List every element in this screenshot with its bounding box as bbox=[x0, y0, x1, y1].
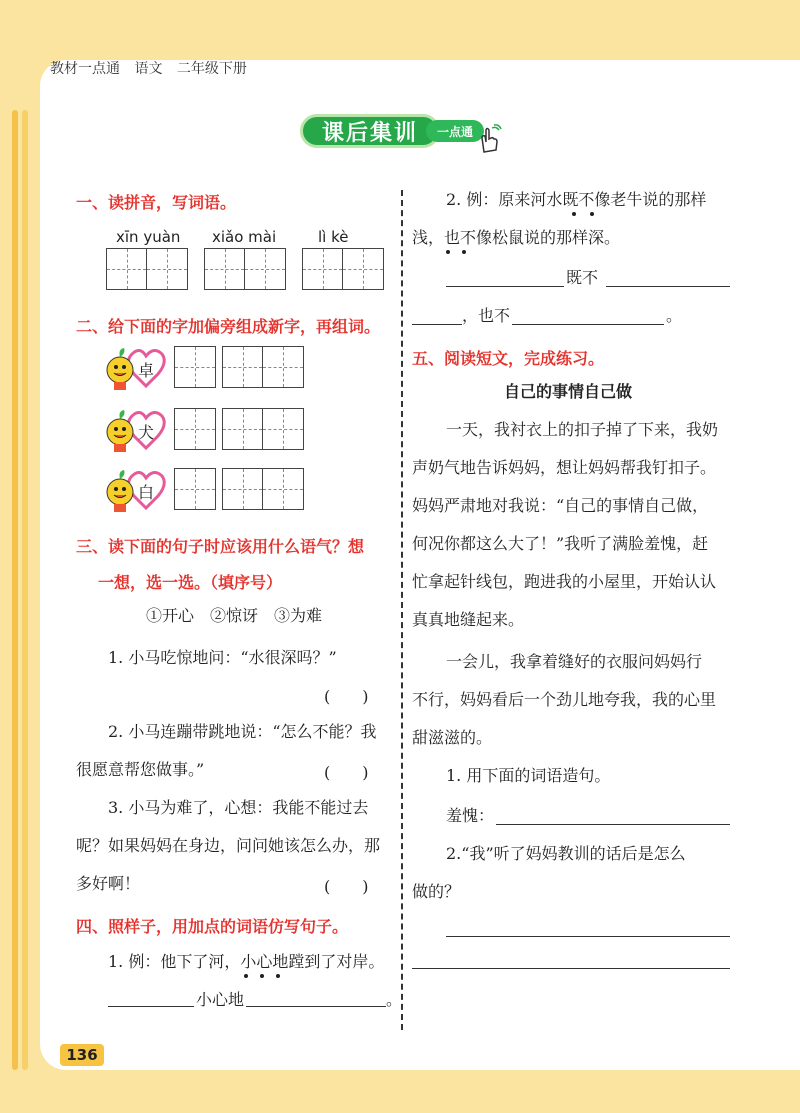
example-sentence: 浅，也不像松鼠说的那样深。 bbox=[412, 228, 621, 247]
fill-word: 羞愧： bbox=[446, 806, 495, 825]
story-line: 何况你都这么大了！”我听了满脸羞愧，赶 bbox=[412, 534, 709, 553]
title-main: 课后集训 bbox=[300, 114, 440, 148]
story-line: 一天，我衬衣上的扣子掉了下来，我奶 bbox=[446, 420, 719, 439]
pinyin-3: lì kè bbox=[318, 228, 349, 246]
answer-paren[interactable]: ( ) bbox=[324, 763, 369, 782]
answer-line[interactable] bbox=[496, 824, 730, 825]
question-text: 呢？如果妈妈在身边，问问她该怎么办，那 bbox=[76, 836, 381, 855]
writing-grid[interactable] bbox=[302, 248, 384, 290]
page-number: 136 bbox=[60, 1044, 104, 1066]
answer-line[interactable] bbox=[412, 968, 730, 969]
question-text: 多好啊！ bbox=[76, 874, 141, 893]
story-line: 一会儿，我拿着缝好的衣服问妈妈行 bbox=[446, 652, 703, 671]
emphasis-dot bbox=[446, 250, 450, 254]
example-sentence: 1. 例：他下了河，小心地蹚到了对岸。 bbox=[108, 952, 385, 971]
story-line: 妈妈严肃地对我说：“自己的事情自己做， bbox=[412, 496, 709, 515]
decor-stripe bbox=[22, 110, 28, 1070]
fill-word: 小心地 bbox=[196, 990, 245, 1009]
section3-heading-cont: 一想，选一选。（填序号） bbox=[98, 573, 283, 592]
fill-word: 既不 bbox=[566, 268, 599, 287]
section4-heading: 四、照样子，用加点的词语仿写句子。 bbox=[76, 917, 349, 936]
emphasis-dot bbox=[462, 250, 466, 254]
writing-grid[interactable] bbox=[174, 408, 216, 450]
emphasis-dot bbox=[590, 212, 594, 216]
header-book: 教材一点通 bbox=[50, 61, 120, 77]
emphasis-dot bbox=[572, 212, 576, 216]
writing-grid[interactable] bbox=[204, 248, 286, 290]
fill-end: 。 bbox=[386, 990, 403, 1009]
section-title-badge bbox=[300, 110, 500, 154]
answer-line[interactable] bbox=[446, 936, 730, 937]
answer-options: ①开心 ②惊讶 ③为难 bbox=[146, 606, 323, 625]
story-line: 忙拿起针线包，跑进我的小屋里，开始认认 bbox=[412, 572, 717, 591]
question-text: 1. 小马吃惊地问：“水很深吗？” bbox=[108, 648, 337, 667]
section1-heading: 一、读拼音，写词语。 bbox=[76, 193, 237, 212]
question-text: 2.“我”听了妈妈教训的话后是怎么 bbox=[446, 844, 686, 863]
answer-line[interactable] bbox=[606, 286, 730, 287]
book-header bbox=[50, 58, 257, 78]
example-sentence: 2. 例：原来河水既不像老牛说的那样 bbox=[446, 190, 707, 209]
answer-line[interactable] bbox=[446, 286, 564, 287]
section3-heading: 三、读下面的句子时应该用什么语气？想 bbox=[76, 537, 365, 556]
writing-grid[interactable] bbox=[222, 408, 304, 450]
fill-word: ，也不 bbox=[462, 306, 511, 325]
question-text: 很愿意帮您做事。” bbox=[76, 760, 205, 779]
mascot-heart-icon bbox=[104, 406, 170, 456]
fill-end: 。 bbox=[666, 306, 683, 325]
answer-paren[interactable]: ( ) bbox=[324, 877, 369, 896]
question-text: 1. 用下面的词语造句。 bbox=[446, 766, 611, 785]
emphasis-dot bbox=[260, 974, 264, 978]
char-label: 犬 bbox=[138, 423, 155, 442]
story-line: 真真地缝起来。 bbox=[412, 610, 525, 629]
mascot-heart-icon bbox=[104, 466, 170, 516]
char-label: 卓 bbox=[138, 361, 155, 380]
writing-grid[interactable] bbox=[222, 346, 304, 388]
pointer-hand-icon bbox=[476, 124, 502, 154]
answer-line[interactable] bbox=[246, 1006, 386, 1007]
decor-stripe bbox=[12, 110, 18, 1070]
answer-line[interactable] bbox=[412, 324, 462, 325]
question-text: 做的？ bbox=[412, 882, 461, 901]
answer-line[interactable] bbox=[108, 1006, 194, 1007]
pinyin-1: xīn yuàn bbox=[116, 228, 181, 246]
answer-line[interactable] bbox=[512, 324, 664, 325]
story-line: 声奶气地告诉妈妈，想让妈妈帮我钉扣子。 bbox=[412, 458, 717, 477]
writing-grid[interactable] bbox=[174, 346, 216, 388]
title-sub: 一点通 bbox=[426, 120, 484, 142]
answer-paren[interactable]: ( ) bbox=[324, 687, 369, 706]
column-divider bbox=[401, 190, 403, 1030]
emphasis-dot bbox=[276, 974, 280, 978]
header-grade: 二年级下册 bbox=[176, 61, 247, 77]
story-line: 不行，妈妈看后一个劲儿地夸我，我的心里 bbox=[412, 690, 717, 709]
section2-heading: 二、给下面的字加偏旁组成新字，再组词。 bbox=[76, 317, 381, 336]
question-text: 2. 小马连蹦带跳地说：“怎么不能？我 bbox=[108, 722, 377, 741]
mascot-heart-icon bbox=[104, 344, 170, 394]
story-line: 甜滋滋的。 bbox=[412, 728, 493, 747]
emphasis-dot bbox=[244, 974, 248, 978]
writing-grid[interactable] bbox=[222, 468, 304, 510]
char-label: 白 bbox=[138, 483, 155, 502]
story-title: 自己的事情自己做 bbox=[504, 382, 633, 401]
writing-grid[interactable] bbox=[174, 468, 216, 510]
header-subject: 语文 bbox=[134, 61, 163, 77]
writing-grid[interactable] bbox=[106, 248, 188, 290]
question-text: 3. 小马为难了，心想：我能不能过去 bbox=[108, 798, 369, 817]
section5-heading: 五、阅读短文，完成练习。 bbox=[412, 349, 605, 368]
pinyin-2: xiǎo mài bbox=[212, 228, 277, 246]
